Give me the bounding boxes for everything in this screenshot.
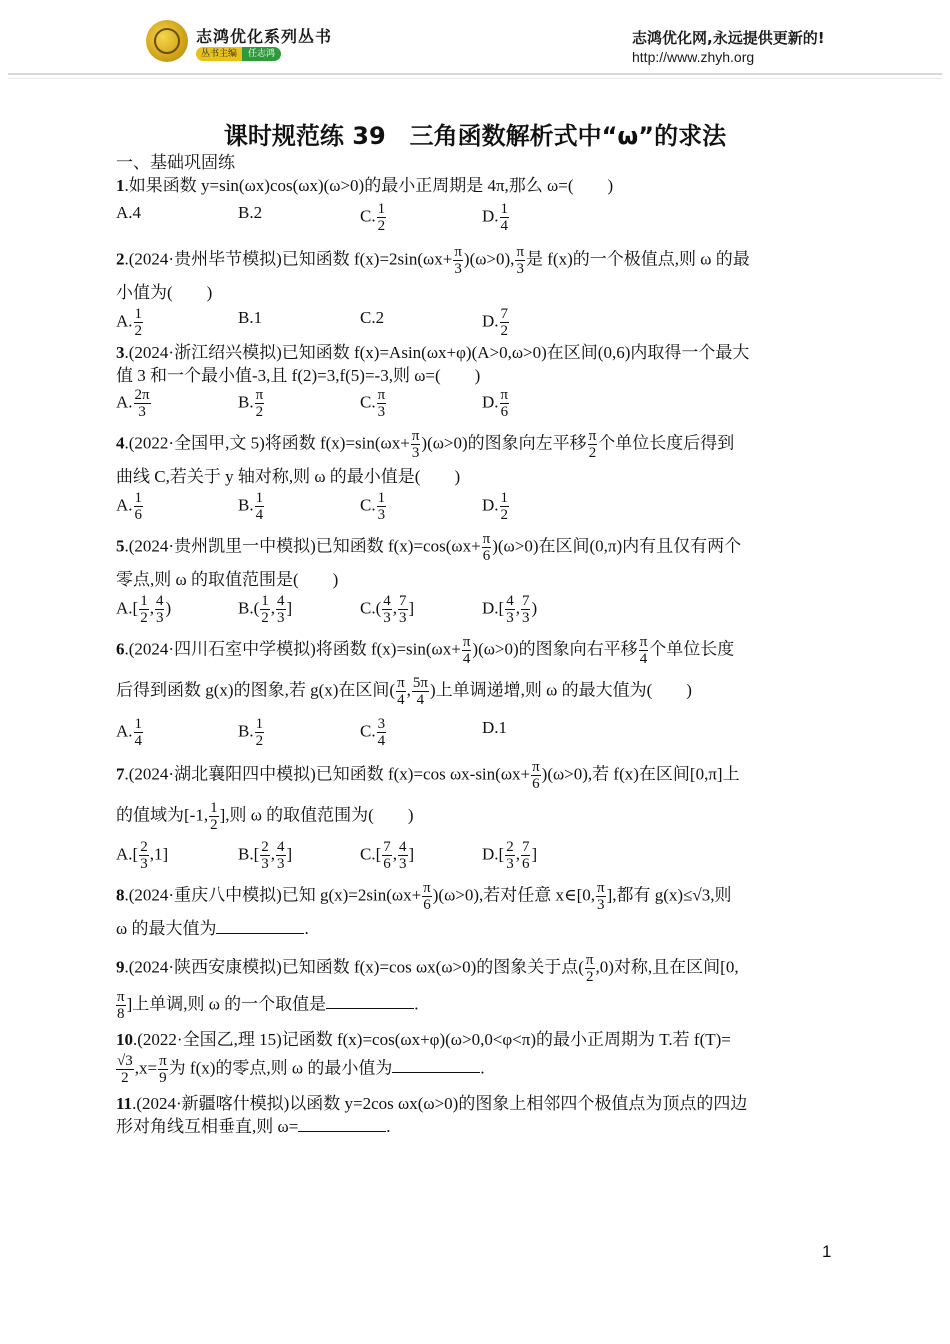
fraction: $\frac{\pi}{4}$	[397, 675, 405, 708]
question-5	[116, 531, 838, 564]
question-7-cont	[116, 800, 838, 833]
option-d[interactable]: D.[ $\frac{2}{3}$ , $\frac{7}{6}$ ]	[482, 839, 538, 872]
fraction: $\frac{1}{2}$	[255, 716, 264, 749]
page-number: 1	[822, 1242, 832, 1261]
question-10-cont: $\frac{√3}{2}$ ,x= $\frac{\pi}{9}$ 为 f(x)的零点,则 ω 的最小值为 .	[117, 1053, 485, 1086]
section-heading: 一、基础巩固练	[116, 153, 235, 172]
fraction: $\frac{7}{3}$	[521, 593, 530, 626]
question-number: 7	[116, 764, 125, 784]
question-number: 5	[116, 536, 125, 556]
fraction: $\frac{\pi}{6}$	[482, 531, 491, 564]
question-text: .(2024·新疆喀什模拟)以函数 y=2cos ωx(ω>0)的图象上相邻四个极值点为顶点的四边	[132, 1094, 748, 1113]
question-number: 10	[116, 1030, 133, 1049]
question-4-cont: 曲线 C,若关于 y 轴对称,则 ω 的最小值是( )	[116, 467, 461, 486]
question-text: y=sin(ωx)cos(ωx)(ω>0)的最小正周期是 4π,那么 ω=( )	[201, 176, 614, 195]
options-row	[116, 716, 838, 749]
fraction: $\frac{\pi}{3}$	[597, 880, 605, 913]
question-text: ,0)对称,且在区间[0,	[595, 957, 739, 977]
option-d[interactable]: D. $\frac{1}{4}$	[482, 201, 509, 234]
question-11-cont: 形对角线互相垂直,则 ω= .	[116, 1117, 391, 1136]
question-text: ]上单调,则 ω 的一个取值是	[126, 994, 327, 1014]
question-text: 是 f(x)的一个极值点,则 ω 的最	[526, 249, 750, 269]
fraction: $\frac{\pi}{2}$	[588, 428, 597, 461]
question-number: 4	[116, 433, 125, 453]
fraction: $\frac{\pi}{6}$	[532, 759, 540, 792]
option-d[interactable]: D. $\frac{7}{2}$	[482, 306, 509, 339]
option-c[interactable]: C.2	[360, 308, 385, 327]
question-text: )(ω>0),	[463, 249, 515, 269]
question-text: .如果函数	[124, 176, 201, 195]
header-divider	[8, 73, 942, 75]
option-a[interactable]: A. $\frac{2\pi}{3}$	[116, 387, 150, 420]
question-number: 8	[116, 885, 125, 905]
fraction: $\frac{5\pi}{4}$	[412, 675, 428, 708]
exercise-content	[116, 148, 838, 1138]
question-10	[116, 1028, 838, 1051]
question-text: .(2024·贵州毕节模拟)已知函数 f(x)=2sin(ωx+	[124, 249, 453, 269]
question-text: ω 的最大值为	[116, 919, 217, 938]
fraction: $\frac{\pi}{3}$	[411, 428, 420, 461]
series-name: 志鸿优化系列丛书	[196, 27, 333, 46]
option-b[interactable]: B. $\frac{1}{4}$	[238, 490, 264, 523]
answer-blank[interactable]	[216, 917, 304, 934]
question-text: 后得到函数 g(x)的图象,若 g(x)在区间(	[116, 680, 396, 700]
series-logo-icon	[146, 20, 188, 62]
fraction: $\frac{1}{2}$	[500, 490, 509, 523]
options-row	[116, 306, 838, 339]
fraction: $\frac{\pi}{6}$	[423, 880, 431, 913]
question-number: 6	[116, 639, 125, 659]
answer-blank[interactable]	[298, 1115, 386, 1132]
option-d[interactable]: D.[ $\frac{4}{3}$ , $\frac{7}{3}$ )	[482, 593, 538, 626]
question-text: )上单调递增,则 ω 的最大值为( )	[429, 680, 692, 700]
fraction: $\frac{\pi}{6}$	[500, 387, 509, 420]
fraction: $\frac{1}{6}$	[134, 490, 143, 523]
fraction: $\frac{4}{3}$	[506, 593, 514, 626]
question-number: 3	[116, 343, 125, 362]
options-row	[116, 387, 838, 420]
question-text: 个单位长度	[649, 639, 735, 659]
question-7	[116, 759, 838, 792]
fraction: $\frac{7}{3}$	[399, 593, 407, 626]
fraction: $\frac{4}{3}$	[155, 593, 164, 626]
fraction: $\frac{1}{2}$	[134, 306, 143, 339]
question-11	[116, 1092, 838, 1115]
fraction: $\frac{7}{6}$	[383, 839, 391, 872]
question-2-cont: 小值为( )	[116, 283, 213, 302]
fraction: $\frac{\pi}{8}$	[117, 989, 125, 1022]
question-2	[116, 244, 838, 277]
page-header	[0, 0, 950, 82]
fraction: $\frac{2}{3}$	[261, 839, 269, 872]
header-slogan: 志鸿优化网,永远提供更新的!	[632, 29, 825, 47]
question-8	[116, 880, 838, 913]
question-number: 2	[116, 249, 125, 269]
question-3-cont: 值 3 和一个最小值-3,且 f(2)=3,f(5)=-3,则 ω=( )	[116, 366, 481, 385]
question-text: )(ω>0),若 f(x)在区间[0,π]上	[541, 764, 740, 784]
fraction: $\frac{\pi}{3}$	[454, 244, 462, 277]
fraction: $\frac{4}{3}$	[383, 593, 391, 626]
fraction: $\frac{\pi}{4}$	[639, 634, 648, 667]
fraction: $\frac{1}{2}$	[261, 593, 269, 626]
question-3	[116, 341, 838, 364]
answer-blank[interactable]	[392, 1056, 480, 1073]
question-text: ,x=	[134, 1058, 158, 1078]
editor-name: 任志鸿	[242, 47, 281, 61]
option-a[interactable]: A.4	[116, 203, 142, 222]
answer-blank[interactable]	[326, 992, 414, 1009]
option-c[interactable]: C. $\frac{1}{3}$	[360, 490, 386, 523]
question-text: )(ω>0)的图象向右平移	[472, 639, 638, 659]
question-text: 为 f(x)的零点,则 ω 的最小值为	[168, 1058, 393, 1078]
question-text: .(2024·重庆八中模拟)已知 g(x)=2sin(ωx+	[124, 885, 422, 905]
question-9	[116, 952, 838, 985]
fraction: $\frac{\pi}{3}$	[377, 387, 386, 420]
question-4	[116, 428, 838, 461]
fraction: $\frac{7}{2}$	[500, 306, 509, 339]
fraction: $\frac{\pi}{9}$	[159, 1053, 167, 1086]
question-5-cont: 零点,则 ω 的取值范围是( )	[116, 570, 339, 589]
option-c[interactable]: C.( $\frac{4}{3}$ , $\frac{7}{3}$ ]	[360, 593, 415, 626]
question-text: 形对角线互相垂直,则 ω=	[116, 1117, 299, 1136]
page-title: 课时规范练 39 三角函数解析式中“ω”的求法	[223, 122, 727, 150]
question-text: 的值域为[-1,	[116, 805, 209, 825]
fraction: $\frac{2}{3}$	[140, 839, 148, 872]
editor-tags	[196, 47, 281, 61]
question-number: 1	[116, 176, 125, 195]
question-text: )(ω>0)在区间(0,π)内有且仅有两个	[492, 536, 742, 556]
option-b[interactable]: B. $\frac{1}{2}$	[238, 716, 264, 749]
fraction: $\frac{1}{2}$	[210, 800, 218, 833]
question-text: .(2024·陕西安康模拟)已知函数 f(x)=cos ωx(ω>0)的图象关于点(	[124, 957, 584, 977]
fraction: $\frac{\pi}{2}$	[585, 952, 594, 985]
question-8-cont: ω 的最大值为 .	[116, 919, 309, 938]
question-text: .(2024·贵州凯里一中模拟)已知函数 f(x)=cos(ωx+	[124, 536, 481, 556]
option-c[interactable]: C. $\frac{3}{4}$	[360, 716, 386, 749]
option-b[interactable]: B.1	[238, 308, 263, 327]
question-text: .(2022·全国甲,文 5)将函数 f(x)=sin(ωx+	[124, 433, 410, 453]
fraction: $\frac{7}{6}$	[521, 839, 530, 872]
option-c[interactable]: C. $\frac{\pi}{3}$	[360, 387, 386, 420]
option-c[interactable]: C.[ $\frac{7}{6}$ , $\frac{4}{3}$ ]	[360, 839, 415, 872]
fraction: $\frac{\pi}{3}$	[516, 244, 525, 277]
fraction: $\frac{2\pi}{3}$	[134, 387, 150, 420]
question-text: )(ω>0),若对任意 x∈[0,	[432, 885, 596, 905]
option-a[interactable]: A.[ $\frac{1}{2}$ , $\frac{4}{3}$ )	[116, 593, 172, 626]
question-6	[116, 634, 838, 667]
option-b[interactable]: B.[ $\frac{2}{3}$ , $\frac{4}{3}$ ]	[238, 839, 293, 872]
fraction: $\frac{√3}{2}$	[117, 1053, 133, 1086]
options-row	[116, 490, 838, 523]
fraction: $\frac{1}{4}$	[134, 716, 143, 749]
question-text: .(2022·全国乙,理 15)记函数 f(x)=cos(ωx+φ)(ω>0,0<φ<π)的最小正周期为 T.若 f(T)=	[133, 1030, 731, 1049]
question-6-cont: 后得到函数 g(x)的图象,若 g(x)在区间( $\frac{\pi}{4}$ , $\frac{5\pi}{4}$ )上单调递增,则 ω 的最大值为( )	[116, 675, 692, 708]
option-c[interactable]: C. $\frac{1}{2}$	[360, 201, 386, 234]
fraction: $\frac{2}{3}$	[506, 839, 514, 872]
option-d[interactable]: D. $\frac{1}{2}$	[482, 490, 509, 523]
option-a[interactable]: A. $\frac{1}{2}$	[116, 306, 143, 339]
question-text: .(2024·湖北襄阳四中模拟)已知函数 f(x)=cos ωx-sin(ωx+	[124, 764, 531, 784]
header-url[interactable]: http://www.zhyh.org	[632, 49, 755, 65]
question-text: ],都有 g(x)≤√3,则	[606, 885, 732, 905]
fraction: $\frac{4}{3}$	[277, 593, 285, 626]
question-text: .(2024·四川石室中学模拟)将函数 f(x)=sin(ωx+	[124, 639, 461, 659]
options-row	[116, 839, 838, 872]
fraction: $\frac{3}{4}$	[377, 716, 386, 749]
fraction: $\frac{4}{3}$	[277, 839, 285, 872]
fraction: $\frac{1}{4}$	[500, 201, 509, 234]
question-text: .(2024·浙江绍兴模拟)已知函数 f(x)=Asin(ωx+φ)(A>0,ω>0)在区间(0,6)内取得一个最大	[124, 343, 750, 362]
options-row	[116, 201, 838, 234]
option-a[interactable]: A. $\frac{1}{4}$	[116, 716, 143, 749]
fraction: $\frac{1}{2}$	[377, 201, 386, 234]
question-number: 9	[116, 957, 125, 977]
question-text: )(ω>0)的图象向左平移	[421, 433, 587, 453]
question-text: 个单位长度后得到	[598, 433, 735, 453]
fraction: $\frac{\pi}{2}$	[255, 387, 264, 420]
options-row	[116, 593, 838, 626]
option-a[interactable]: A.[ $\frac{2}{3}$ ,1]	[116, 839, 169, 872]
option-b[interactable]: B.2	[238, 203, 263, 222]
option-d[interactable]: D.1	[482, 718, 508, 737]
option-b[interactable]: B.( $\frac{1}{2}$ , $\frac{4}{3}$ ]	[238, 593, 293, 626]
editor-label: 丛书主编	[196, 47, 242, 61]
question-text: ],则 ω 的取值范围为( )	[219, 805, 414, 825]
fraction: $\frac{\pi}{4}$	[462, 634, 471, 667]
option-b[interactable]: B. $\frac{\pi}{2}$	[238, 387, 264, 420]
question-number: 11	[116, 1094, 133, 1113]
question-1	[116, 174, 838, 197]
option-d[interactable]: D. $\frac{\pi}{6}$	[482, 387, 509, 420]
fraction: $\frac{1}{3}$	[377, 490, 386, 523]
option-a[interactable]: A. $\frac{1}{6}$	[116, 490, 143, 523]
header-divider-thin	[8, 78, 942, 79]
question-9-cont: $\frac{\pi}{8}$ ]上单调,则 ω 的一个取值是 .	[117, 989, 419, 1022]
fraction: $\frac{4}{3}$	[399, 839, 407, 872]
fraction: $\frac{1}{2}$	[140, 593, 148, 626]
fraction: $\frac{1}{4}$	[255, 490, 264, 523]
